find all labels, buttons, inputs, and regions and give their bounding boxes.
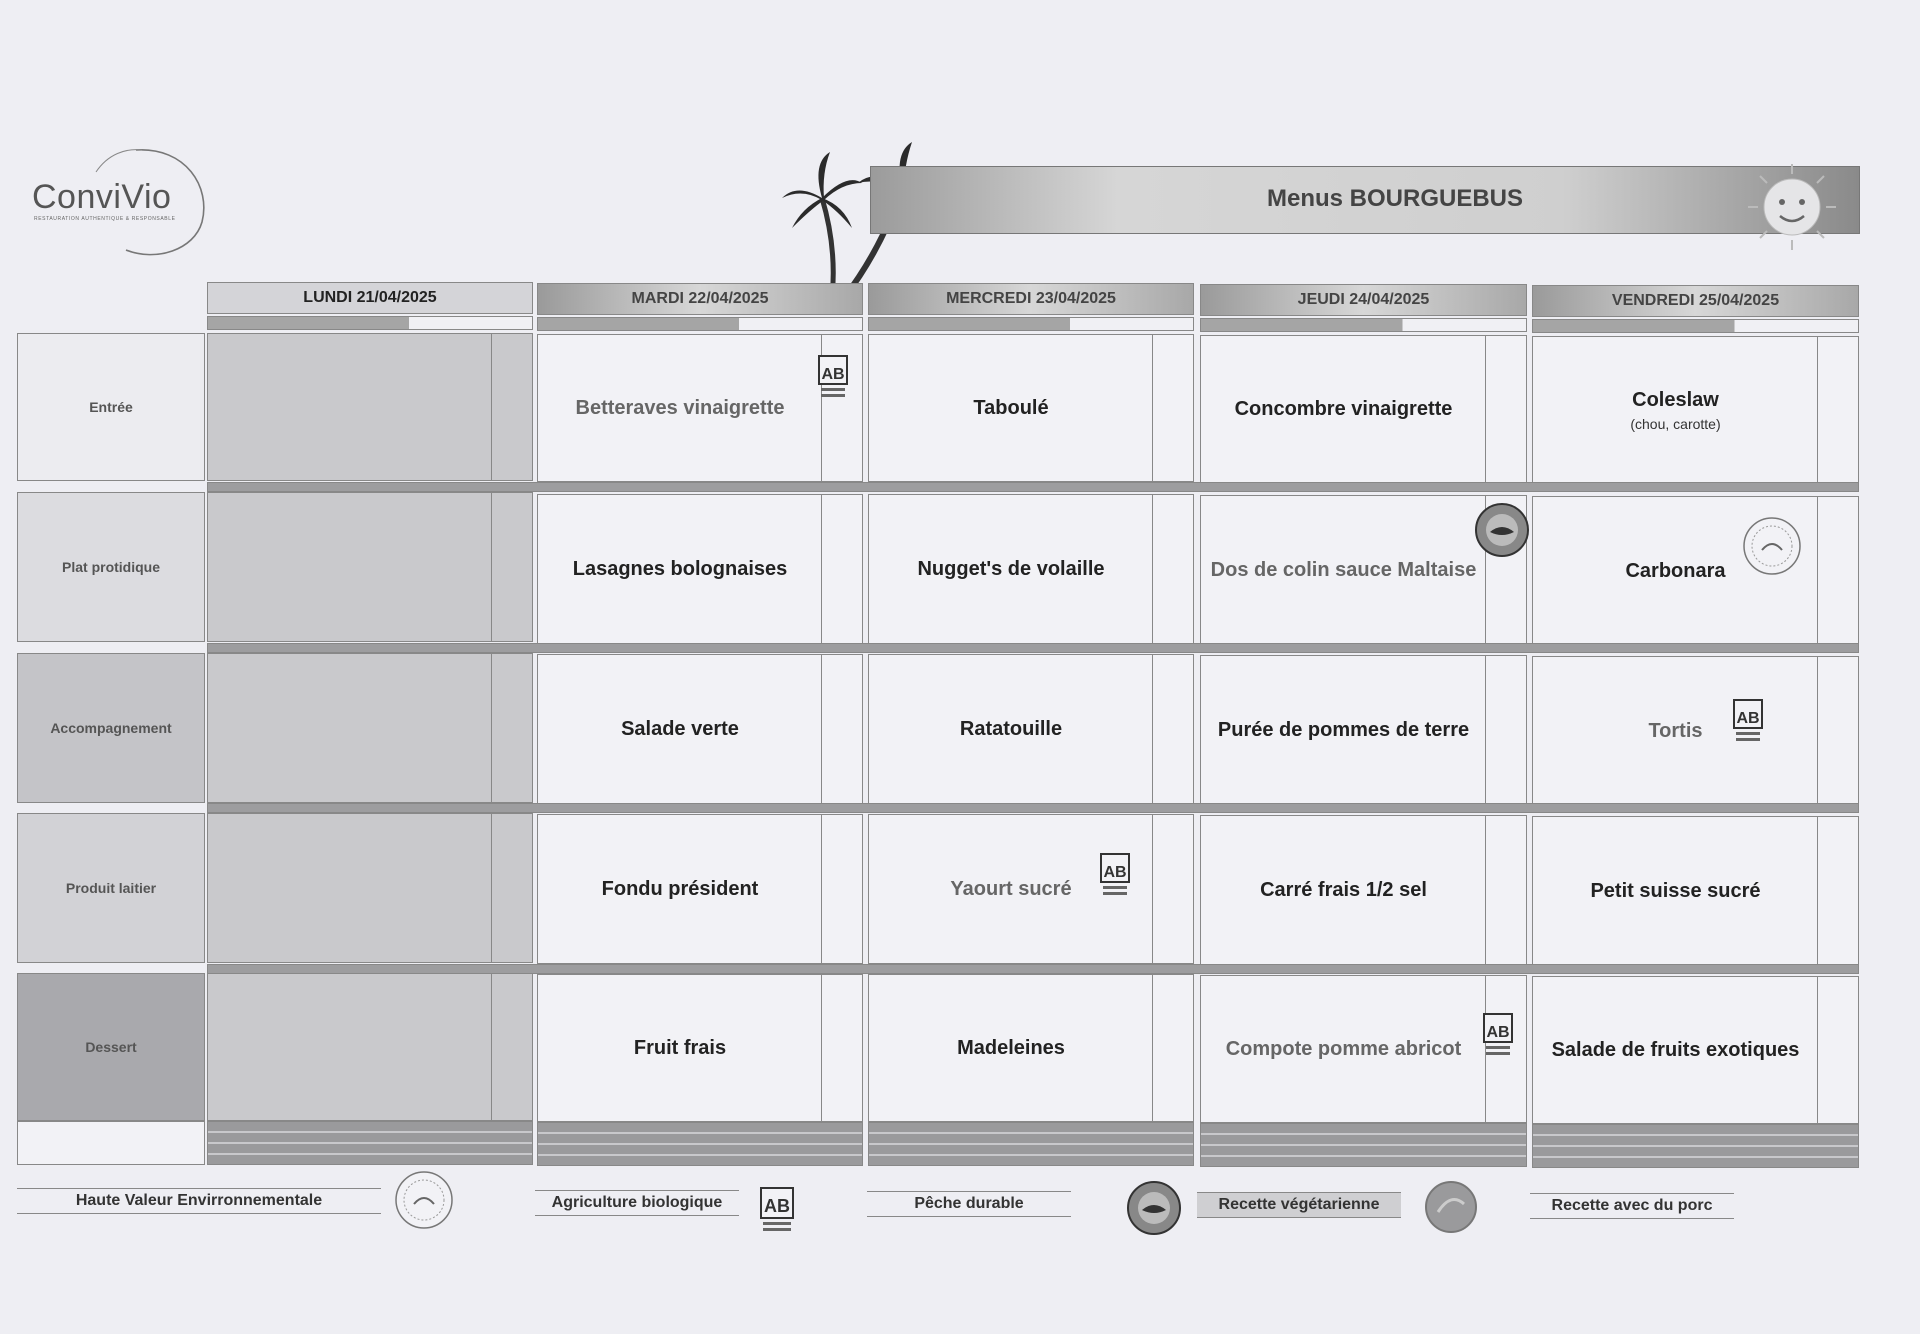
dish-name: Dos de colin sauce Maltaise [1210,558,1477,581]
menu-cell-mercredi-plat [868,494,1194,644]
bottom-band [1200,1123,1527,1167]
day-header-vendredi: VENDREDI 25/04/2025 [1532,285,1859,317]
header-strip [537,317,863,331]
row-separator [207,643,1859,653]
menu-cell-lundi-entree [207,333,533,481]
legend-vege: Recette végétarienne [1197,1192,1401,1218]
header-strip [868,317,1194,331]
menu-cell-lundi-dessert [207,973,533,1121]
dish-name: Carré frais 1/2 sel [1260,878,1427,901]
dish-name: Ratatouille [959,717,1063,740]
row-label-dessert: Dessert [17,973,205,1121]
menu-cell-jeudi-entree [1200,335,1527,483]
row-label-entree: Entrée [17,333,205,481]
dish-name: Fruit frais [633,1036,727,1059]
legend-bio: Agriculture biologique [535,1190,739,1216]
menu-cell-mercredi-laitier [868,814,1194,964]
menu-cell-mercredi-dessert [868,974,1194,1122]
organic-ab-icon [1100,846,1130,900]
bottom-band [537,1122,863,1166]
row-separator [207,482,1859,492]
bottom-band [1532,1124,1859,1168]
dish-name: Fondu président [601,877,759,900]
menu-cell-mercredi-entree [868,334,1194,482]
day-header-mardi: MARDI 22/04/2025 [537,283,863,315]
row-separator [207,964,1859,974]
menu-cell-jeudi-dessert [1200,975,1527,1123]
dish-name: Lasagnes bolognaises [572,557,788,580]
svg-text:AB: AB [1486,1024,1510,1041]
dish-name: Salade de fruits exotiques [1551,1038,1800,1061]
row-label-empty [17,1121,205,1165]
dish-name: Betteraves vinaigrette [575,396,785,419]
menu-cell-jeudi-laitier [1200,815,1527,965]
page-title: Menus BOURGUEBUS [1266,185,1524,212]
dish-name: Concombre vinaigrette [1234,397,1453,420]
hve-label-icon [394,1170,454,1230]
dish-name: Petit suisse sucré [1590,879,1761,902]
menu-cell-vendredi-entree [1532,336,1859,484]
dish-name: Tortis [1648,719,1703,742]
menu-cell-lundi-plat [207,492,533,642]
day-header-mercredi: MERCREDI 23/04/2025 [868,283,1194,315]
legend-porc: Recette avec du porc [1530,1193,1734,1219]
day-header-jeudi: JEUDI 24/04/2025 [1200,284,1527,316]
menu-cell-mardi-dessert [537,974,863,1122]
organic-ab-icon [1733,692,1763,746]
dish-name: Nugget's de volaille [917,557,1105,580]
convivio-logo [26,142,216,262]
vegetarian-icon [1424,1180,1478,1234]
menu-cell-mardi-laitier [537,814,863,964]
sustainable-fishing-icon [1126,1180,1182,1236]
menu-cell-vendredi-plat [1532,496,1859,646]
row-label-accompagnement: Accompagnement [17,653,205,803]
sun-icon [1742,162,1842,252]
header-strip [1532,319,1859,333]
menu-cell-vendredi-accomp [1532,656,1859,806]
svg-text:AB: AB [821,366,845,383]
logo-tagline: RESTAURATION AUTHENTIQUE & RESPONSABLE [34,216,176,222]
bottom-band [868,1122,1194,1166]
menu-cell-vendredi-dessert [1532,976,1859,1124]
organic-ab-icon [1483,1006,1513,1060]
sustainable-fishing-icon [1474,502,1530,558]
menu-cell-jeudi-accomp [1200,655,1527,805]
menu-cell-mardi-plat [537,494,863,644]
header-strip [207,316,533,330]
menu-cell-mardi-accomp [537,654,863,804]
title-banner [870,166,1860,234]
menu-cell-vendredi-laitier [1532,816,1859,966]
dish-name: Salade verte [621,717,739,740]
bottom-band [207,1121,533,1165]
svg-text:AB: AB [764,1196,790,1216]
dish-detail: (chou, carotte) [1630,415,1721,432]
legend-peche: Pêche durable [867,1191,1071,1217]
dish-name: Purée de pommes de terre [1217,718,1470,741]
hve-label-icon [1742,516,1802,576]
day-header-lundi: LUNDI 21/04/2025 [207,282,533,314]
row-label-plat: Plat protidique [17,492,205,642]
organic-ab-icon [818,348,848,402]
menu-cell-mardi-entree [537,334,863,482]
svg-text:AB: AB [1736,710,1760,727]
organic-ab-icon [759,1180,795,1236]
menu-cell-lundi-accomp [207,653,533,803]
dish-name: Carbonara [1625,559,1726,582]
logo-wordmark: ConviVio [32,178,172,216]
dish-name: Coleslaw [1632,388,1719,411]
dish-name: Yaourt sucré [950,877,1072,900]
dish-name: Compote pomme abricot [1225,1037,1462,1060]
legend-hve: Haute Valeur Envirronnementale [17,1188,381,1214]
svg-text:AB: AB [1103,864,1127,881]
row-label-laitier: Produit laitier [17,813,205,963]
menu-cell-mercredi-accomp [868,654,1194,804]
menu-cell-lundi-laitier [207,813,533,963]
dish-name: Taboulé [973,396,1049,419]
header-strip [1200,318,1527,332]
row-separator [207,803,1859,813]
dish-name: Madeleines [957,1036,1065,1059]
